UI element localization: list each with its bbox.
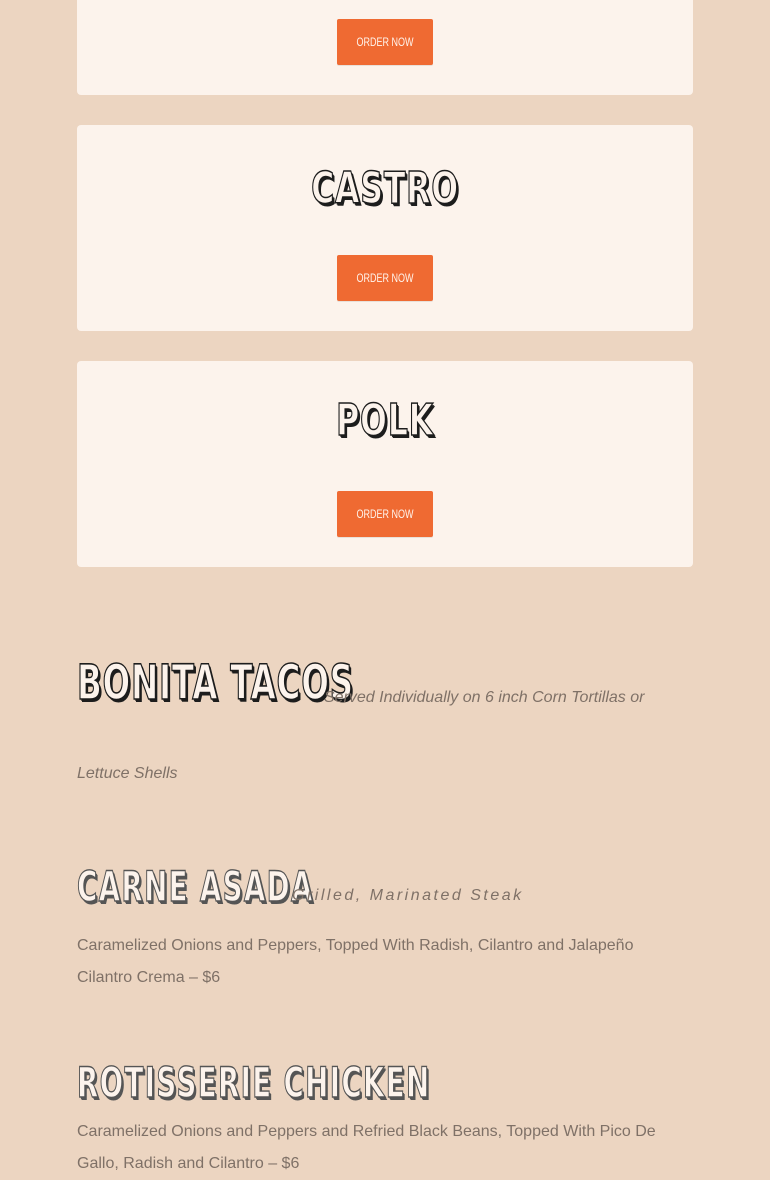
menu-item-name-carne-asada: CARNE ASADA [77, 862, 314, 911]
menu-item-description-carne-asada: Caramelized Onions and Peppers, Topped With Radish, Cilantro and Jalapeño Cilantro Crema – $6 [77, 937, 634, 986]
location-title-castro: CASTRO [311, 163, 459, 214]
location-card-castro [77, 125, 693, 331]
order-now-button[interactable] [337, 19, 433, 65]
menu-section-heading [77, 655, 693, 782]
location-card-polk [77, 361, 693, 567]
order-now-button-label: ORDER NOW [356, 35, 414, 49]
section-subtitle-line2: Lettuce Shells [77, 765, 178, 782]
order-now-button-castro[interactable] [337, 255, 433, 301]
section-subtitle-line1: Served Individually on 6 inch Corn Tortillas or [324, 689, 645, 706]
order-now-button-polk[interactable] [337, 491, 433, 537]
order-now-button-label: ORDER NOW [356, 507, 414, 521]
order-now-button-label: ORDER NOW [356, 271, 414, 285]
menu-item-tagline-carne-asada: Grilled, Marinated Steak [292, 887, 524, 904]
menu-item-description-rotisserie-chicken: Caramelized Onions and Peppers and Refried Black Beans, Topped With Pico De Gallo, Radish and Cilantro – $6 [77, 1123, 656, 1172]
menu-item-name-rotisserie-chicken: ROTISSERIE CHICKEN [77, 1058, 431, 1107]
section-title: BONITA TACOS [77, 655, 354, 711]
location-card-top [77, 0, 693, 95]
location-title-polk: POLK [336, 395, 434, 446]
